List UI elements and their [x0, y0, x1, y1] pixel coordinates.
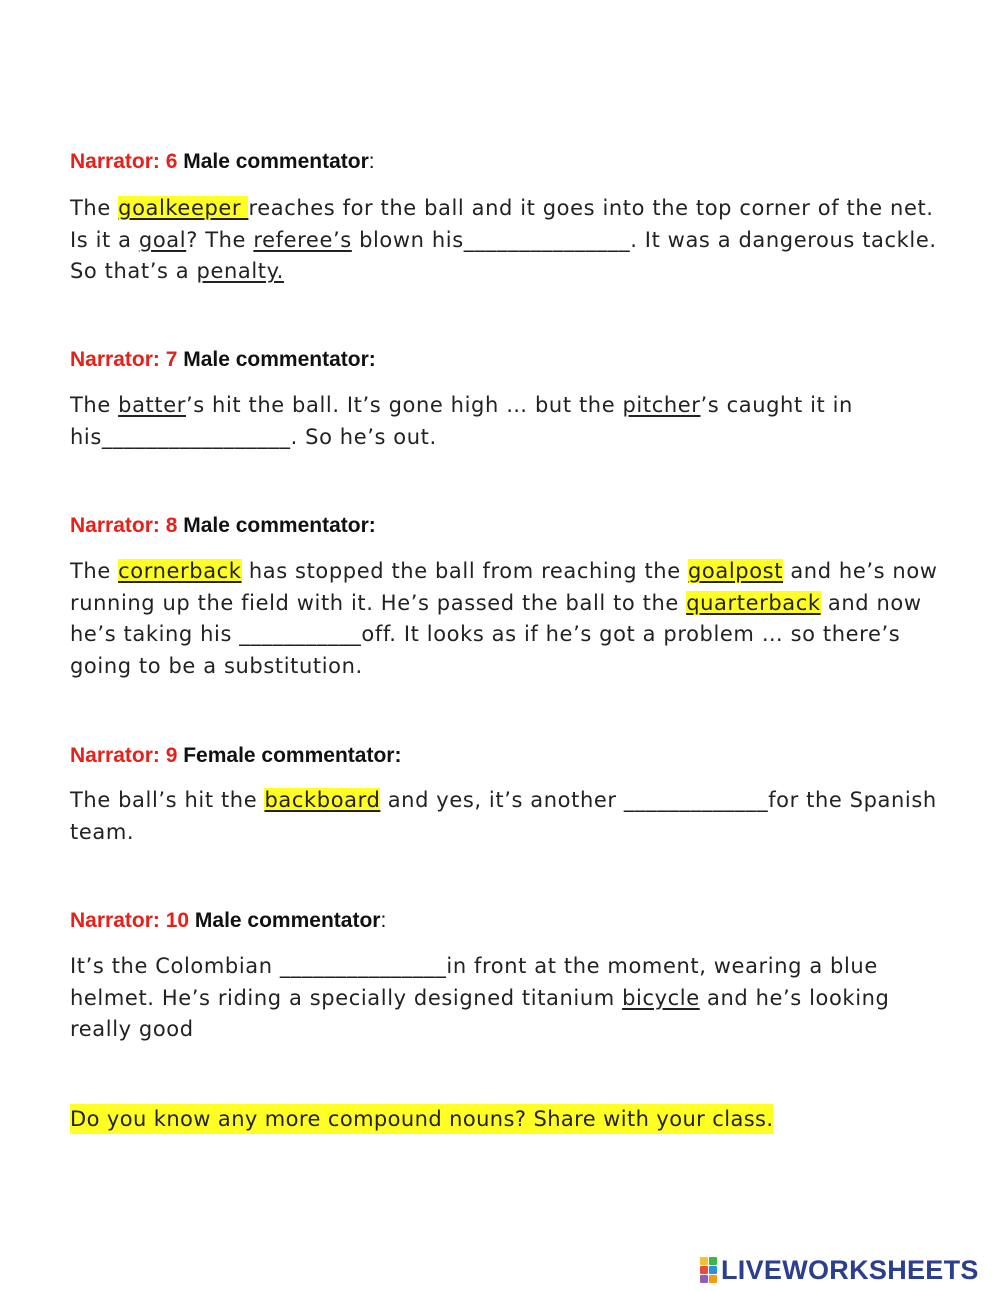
heading-colon: :	[368, 150, 375, 173]
paragraph-text: The	[70, 196, 119, 220]
paragraph-text: The ball’s hit the	[70, 788, 265, 812]
vocab-word: batter	[118, 393, 186, 417]
paragraph-10	[70, 951, 940, 1046]
vocab-word: goalpost	[688, 559, 784, 583]
paragraph-6	[70, 193, 940, 288]
speaker-label: Male commentator:	[183, 348, 376, 371]
closing-question: Do you know any more compound nouns? Share with your class.	[70, 1104, 773, 1134]
vocab-word: goal	[138, 227, 187, 252]
liveworksheets-logo	[700, 1255, 979, 1285]
speaker-label: Male commentator	[194, 909, 381, 932]
section-heading-6	[70, 150, 375, 174]
section-heading-8	[70, 514, 376, 538]
paragraph-text: ’s caught it in his_________________. So he’s out.	[70, 393, 853, 449]
paragraph-text: and yes, it’s another _____________for the Spanish team.	[70, 788, 937, 844]
paragraph-text: and he’s now running up the field with it. He’s passed the ball to the	[70, 559, 938, 615]
vocab-word: goalkeeper	[118, 196, 249, 220]
narrator-label: Narrator: 10	[70, 909, 190, 932]
paragraph-text: has stopped the ball from reaching the	[241, 559, 688, 583]
narrator-label: Narrator: 7	[70, 348, 178, 371]
heading-colon: :	[380, 909, 387, 932]
paragraph-text: ? The	[186, 227, 254, 252]
speaker-label: Male commentator:	[183, 514, 376, 537]
speaker-label: Female commentator:	[183, 744, 402, 767]
vocab-word: bicycle	[622, 985, 700, 1010]
vocab-word: pitcher	[622, 393, 701, 417]
narrator-label: Narrator: 6	[70, 150, 178, 173]
paragraph-8	[70, 556, 940, 682]
narrator-label: Narrator: 8	[70, 514, 178, 537]
paragraph-text: The	[70, 393, 119, 417]
section-heading-9	[70, 744, 401, 768]
paragraph-text: reaches for the ball and it goes into the top corner of the net. Is it a	[70, 196, 934, 252]
vocab-word: quarterback	[686, 590, 821, 615]
paragraph-text: and now he’s taking his ___________off. It looks as if he’s got a problem … so there’s going to be a substitution.	[70, 590, 922, 678]
vocab-word: penalty.	[196, 259, 284, 283]
liveworksheets-blocks-icon	[700, 1257, 717, 1283]
logo-text: LIVEWORKSHEETS	[721, 1254, 979, 1285]
paragraph-text: It’s the Colombian _______________in front at the moment, wearing a blue helmet. He’s riding a specially designed titanium	[70, 954, 878, 1010]
vocab-word: cornerback	[118, 559, 242, 583]
section-heading-7	[70, 348, 376, 372]
paragraph-9	[70, 785, 940, 848]
paragraph-text: blown his_______________. It was a dangerous tackle. So that’s a	[70, 227, 937, 283]
paragraph-text: ’s hit the ball. It’s gone high … but the	[185, 393, 623, 417]
narrator-label: Narrator: 9	[70, 744, 178, 767]
paragraph-7	[70, 390, 940, 453]
vocab-word: referee’s	[253, 227, 352, 252]
section-heading-10	[70, 909, 386, 933]
vocab-word: backboard	[264, 788, 381, 812]
speaker-label: Male commentator	[183, 150, 369, 173]
paragraph-text: and he’s looking really good	[70, 985, 890, 1041]
paragraph-text: The	[70, 559, 119, 583]
